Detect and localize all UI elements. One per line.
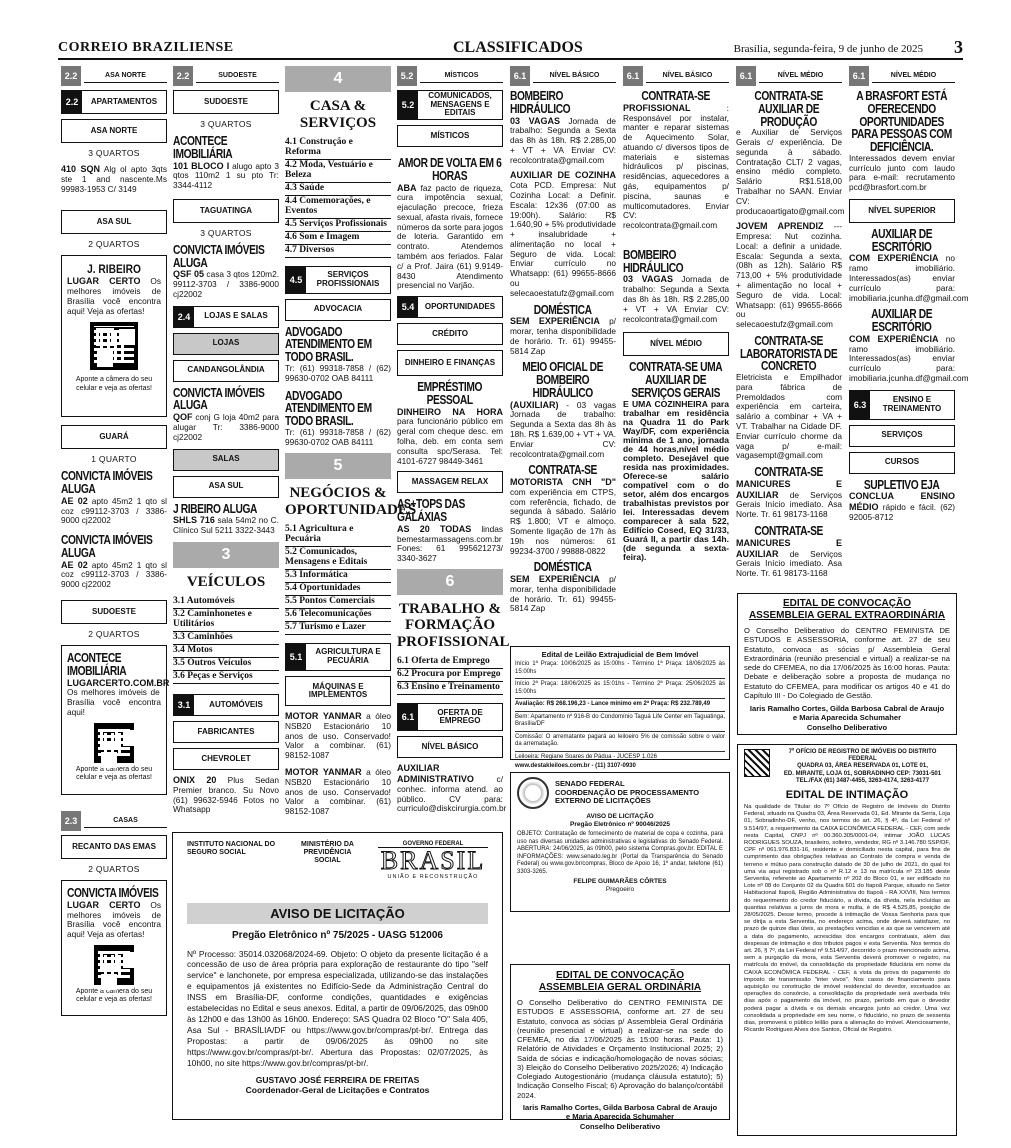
classified-ad: Eletricista e Empilhador para fábrica de Premoldados com experiência em carteira, salário a combinar + VA + VT. Trabalhar na Cidade DF. Enviar currículo chorme da vaga p/ e-mail: vagasempt@gmail.com xyxy=(736,372,842,461)
ad-title: SUPLETIVO EJA xyxy=(864,477,940,492)
column-7 xyxy=(736,66,845,591)
ad-title: AUXILIAR DE ESCRITÓRIO xyxy=(871,226,933,254)
ad-title: A BRASFORT ESTÁ OFERECENDO OPORTUNIDADES PARA PESSOAS COM DEFICIÊNCIA. xyxy=(851,89,953,154)
qr-code-icon[interactable] xyxy=(94,723,134,763)
classified-ad: e Auxiliar de Serviços Gerais c/ experiência. De segunda à sábado. Contratação CLT/ 2 vagas, ensino médio completo. Salário R$1.518,00 Trabalhar no SAAN. Enviar CV: producaoartigato@gmail.com xyxy=(736,127,845,216)
subcategory-asa-sul[interactable]: ASA SUL xyxy=(61,210,167,234)
qr-code-icon[interactable] xyxy=(94,945,134,985)
classified-ad: (AUXILIAR) - 03 vagas Jornada de trabalho: Segunda a Sexta das 8h às 18h. R$ 1.639,00 + VT + VA. Enviar CV: recolcontrata@gmail.com xyxy=(510,399,616,459)
ad-title: CONVICTA IMÓVEIS ALUGA xyxy=(173,242,265,270)
ad-title: CONTRATA-SE xyxy=(641,89,711,103)
edital-convocacao-ordinaria: EDITAL DE CONVOCAÇÃO ASSEMBLEIA GERAL ORDINÁRIA O Conselho Deliberativo do CENTRO FEMINISTA DE ESTUDOS E ASSESSORIA, conforme art. 27 de seu Estatuto, convoca as sócias p/ Assembleia Geral Ordinária (reunião presencial e virtual) a realizar-se na sede do CFEMEA, no dia 17/06/2025 às 15:00 horas. Pauta: 1) Relatório de Atividades e Orçamento Institucional 2025; 2) Saída de sócias e indicação/homologação de novas sócias; 3) Eleição do Conselho Deliberativo 2025/2026; 4) Indicação Colegiado Autogestionário (mudança cláusula estatuto); 5) Indicação Conselho Fiscal; 6) Aprovação do balanço/contábil 2024. Iaris Ramalho Cortes, Gilda Barbosa Cabral de Araujo e Maria Aparecida Schumaher Conselho Deliberativo xyxy=(510,964,730,1120)
ad-title: AMOR DE VOLTA EM 6 HORAS xyxy=(398,156,502,183)
column-1 xyxy=(61,66,170,1136)
subcategory-salas[interactable]: SALAS xyxy=(173,449,279,471)
index-item[interactable]: 4.3 Saúde xyxy=(285,183,391,196)
ad-title: CONVICTA IMÓVEIS ALUGA xyxy=(173,385,265,413)
column-2 xyxy=(173,66,279,836)
classified-ad: CONCLUA ENSINO MÉDIO rápido e fácil. (62) 92005-8712 xyxy=(849,491,955,522)
classified-ad: PROFISSIONAL : Responsável por instalar, manter e reparar sistemas de Aquecimento Solar, atuando c/ diversos tipos de materiais e sistemas hidráulicos p/ piscinas, residências, aquecedores a gás, equipamentos p/ piscina, saunas e multicomutadores. Enviar CV: recolcontrata@gmail.com xyxy=(623,102,729,231)
subcategory-sudoeste[interactable]: SUDOESTE xyxy=(173,90,279,114)
rooms-label: 1 QUARTO xyxy=(91,454,137,465)
subcategory-massagem[interactable]: MASSAGEM RELAX xyxy=(397,471,503,493)
ad-title: CONTRATA-SE UMA AUXILIAR DE SERVIÇOS GERAIS xyxy=(629,360,723,400)
section-heading-negocios: NEGÓCIOS & OPORTUNIDADES xyxy=(285,485,417,518)
page-date: Brasília, segunda-feira, 9 de junho de 2025 xyxy=(733,43,923,55)
category-lojas-salas[interactable]: 2.4 LOJAS E SALAS xyxy=(173,306,279,328)
category-automoveis[interactable]: 3.1 AUTOMÓVEIS xyxy=(173,694,279,716)
index-item[interactable]: 6.3 Ensino e Treinamento xyxy=(397,682,503,695)
column-8 xyxy=(849,66,969,591)
classified-ad: AE 02 apto 45m2 1 qto sl coz c99112-3703 / 3386-9000 cj22002 xyxy=(61,495,167,526)
subcategory-chevrolet[interactable]: CHEVROLET xyxy=(173,748,279,770)
index-item[interactable]: 6.2 Procura por Emprego xyxy=(397,669,503,682)
ad-title: EMPRÉSTIMO PESSOAL xyxy=(417,380,483,407)
ad-title: CONTRATA-SE xyxy=(754,465,824,480)
index-item[interactable]: 4.4 Comemorações, e Eventos xyxy=(285,196,391,219)
qr-code-icon[interactable] xyxy=(90,322,138,370)
rooms-label: 2 QUARTOS xyxy=(88,239,140,250)
rooms-label: 2 QUARTOS xyxy=(88,864,140,875)
subcategory-dinheiro[interactable]: DINHEIRO E FINANÇAS xyxy=(397,350,503,376)
subcategory-maquinas[interactable]: MÁQUINAS E IMPLEMENTOS xyxy=(285,676,391,706)
edital-intimacao: 7º OFÍCIO DE REGISTRO DE IMÓVEIS DO DISTRITO FEDERAL QUADRA 03, ÁREA RESERVADA 01, LOTE 01, ED. MIRANTE, LOJA 01, SOBRADINHO CEP: 73031-501 TEL./FAX (61) 3487-4455, 3263-4174, 3263-4177 EDITAL DE INTIMAÇÃO Na qualidade de Titular do 7º Ofício de Registro de Imóveis do Distrito Federal, situado na Quadra 03, Área Reservada 01, Ed. Mirante da Serra, Loja 01, Sobradinho-DF, venho, nos termos do art. 26, § 4º, da Lei Federal nº 9.514/97, a requerimento da CAIXA ECONÔMICA FEDERAL - CEF, com sede nesta Capital, CNPJ nº 00.360.305/0001-04, intimar JOÃO LUCAS RODRIGUES SOUZA, brasileiro, solteiro, vendedor, RG nº 3.146.780 SSP/DF, CPF nº 061.976.831-16, residente e domiciliado nesta capital, para fins de cumprimento das obrigações relativas ao Contrato de compra e venda de terreno e mútuo para construção datado de 30 de julho de 2021, do qual foi uma via aqui registrado sob o nº R.12 e 13 na matrícula nº 23.185 deste Serventia, referente ao Apartamento nº 202 do Bloco 01, e ser edificado no Lote nº 08 do Conjunto 02 da Quadra 601 do Itapoã Parque, situado no Setor Habitacional Itapoã, Região Administrativa do Itapoã - RA XXVIII, Nos termos do requerimento do credor fiduciário, a dívida, da dívida, nela incluídas as quantias relativas a juros de mora e multa, é de R$ 4.525,85, posição de 28/05/2025. Desse termo, procede à intimação de Vossa Senhoria para que se dirija a esta Serventia, no endereço acima, onde deverá satisfazer, no prazo de quinze dias úteis, as prestações vencidas e as que se vencerem até a data do pagamento, acrescidas dos encargos contratuais, além das despesas de intimação e dos tributos pagos e esta Serventia. Nos termos do art. 26, § 7º, da Lei Federal nº 9.514/97, decorrido o prazo mencionado acima, sem a purgação da mora, esta Serventia deverá promover o registro, na matrícula do imóvel, da consolidação da propriedade fiduciária em nome da CAIXA ECONÔMICA FEDERAL - CEF, à vista da prova do pagamento do imposto de transmissão "inter vivos". Nos casos de financiamento para aquisição ou construção de imóvel residencial do devedor, excetuados as operações do consórcio, a consolidação da propriedade será averbada três dias após o pagamento da imóvel, no prazo, período em que o devedor poderá pagar a dívida e os demais encargos junto ao credor. Uma vez consolidada a propriedade em seu nome, o fiduciário, no prazo de sessenta dias, promoverá o público leilão para a alienação do imóvel. Atenciosamente, Ricardo Rodrigues Alves dos Santos, Oficial de Registro. xyxy=(737,744,957,1136)
rooms-label: 2 QUARTOS xyxy=(88,629,140,640)
column-5 xyxy=(510,66,616,646)
classified-ad: MOTOR YANMAR a óleo NSB20 Estacionário 10 anos de uso. Conservado! Valor a combinar. (61) 98152-1087 xyxy=(285,711,391,761)
subcategory-guara[interactable]: GUARÁ xyxy=(61,425,167,449)
subcategory-fabricantes[interactable]: FABRICANTES xyxy=(173,721,279,743)
section-heading-trabalho: TRABALHO & FORMAÇÃO PROFISSIONAL xyxy=(397,600,510,650)
aviso-licitacao-inss: INSTITUTO NACIONAL DO SEGURO SOCIAL MINISTÉRIO DA PREVIDÊNCIA SOCIAL GOVERNO FEDERAL BRASIL UNIÃO E RECONSTRUÇÃO AVISO DE LICITAÇÃO Pregão Eletrônico nº 75/2025 - UASG 512006 Nº Processo: 35014.032068/2024-69. Objeto: O objeto da presente licitação é a concessão de uso de área própria para exploração de restaurante do tipo "self service" e lanchonete, por empresa especializada, utilizando-se das instalações e equipamentos já existentes no Edifício-Sede da Administração Central do INSS em Brasília-DF, conforme condições, quantidades e exigências estabelecidas no Edital e seus anexos. Edital, a partir de 09/06/2025, das 09h00 às 12h00 e das 13h00 às 16h00. Endereço: SAS Quadra 02 Bloco "O" Sala 405, Asa Sul - BRASÍLIA/DF ou https://www.gov.br/compras/pt-br/. Entrega das Propostas: a partir de 09/06/2025 às 09h00 no site https://www.gov.br/compras/pt-br/. Abertura das Propostas: 02/07/2025, às 10h00, no site https://www.gov.br/compras/pt-br/. GUSTAVO JOSÉ FERREIRA DE FREITAS Coordenador-Geral de Licitações e Contratos xyxy=(172,832,503,1120)
ad-title: CONVICTA IMÓVEIS ALUGA xyxy=(61,533,153,560)
ad-box-acontece: ACONTECE IMOBILIÁRIA LUGARCERTO.COM.BR Os melhores imóveis de Brasília você encontra aqui! Aponte a câmera do seu celular e veja as ofertas! xyxy=(61,645,167,795)
index-item[interactable]: 3.4 Motos xyxy=(173,645,279,658)
classified-ad: SEM EXPERIÊNCIA p/ morar, tenha disponibilidade de horário. Tr. 61) 99455-5814 Zap xyxy=(510,574,616,614)
classified-ad: MANICURES E AUXILIAR de Serviços Gerais Início imediato. Asa Norte. Tr. 61 98173-1168 xyxy=(736,537,842,579)
classified-ad: E UMA COZINHEIRA para trabalhar em residência na Quadra 11 do Park Way/DF, com experiência mínima de 1 ano, jornada de 44 horas,nível médio completo. Desejável que resida nas proximidades. Oferece-se salário compatível com o do setor, além dos encargos trabalhistas previstos por lei. Interessadas devem comparecer à sala 522, Edifício Cosed, EQ 31/33, Guará II, a partir das 14h. (de segunda a sexta-feira). xyxy=(623,398,729,562)
category-apartamentos[interactable]: 2.2 APARTAMENTOS xyxy=(61,90,167,114)
subcategory-asa-norte[interactable]: ASA NORTE xyxy=(61,119,167,143)
subcategory-credito[interactable]: CRÉDITO xyxy=(397,323,503,345)
index-item[interactable]: 3.6 Peças e Serviços xyxy=(173,671,279,684)
index-item[interactable]: 5.2 Comunicados, Mensagens e Editais xyxy=(285,547,391,570)
classified-ad: 410 SQN Alg ol apto 3qts ste 1 and nascente.Ms 99983-1953 C/ 3149 xyxy=(61,164,167,194)
classified-ad: JOVEM APRENDIZ --- Empresa: Nut cozinha. Local: a definir a unidade. Escala: Segunda a sexta, (08h as 12h). Salário R$ 713,00 + 5% produtividade + alimentação no local + Seguro de vida. Local: Whatsapp: (61) 99655-8666 ou selecaoestufz@gmail.com xyxy=(736,221,842,330)
classified-ad: AE 02 apto 45m2 1 qto sl coz c99112-3703 / 3386-9000 cj22002 xyxy=(61,559,167,590)
ad-title: BOMBEIRO HIDRÁULICO xyxy=(623,247,684,275)
classified-ad: QOF conj G loja 40m2 para alugar Tr: 3386-9000 cj22002 xyxy=(173,412,279,442)
page-number: 3 xyxy=(954,37,963,57)
classified-ad: COM EXPERIÊNCIA no ramo imobiliário. Interessados(as) enviar currículo para: imobiliaria.jcunha.df@gmail.com xyxy=(849,253,969,303)
index-item[interactable]: 6.1 Oferta de Emprego xyxy=(397,656,503,669)
index-item[interactable]: 5.4 Oportunidades xyxy=(285,583,391,596)
ad-title: ADVOGADO ATENDIMENTO EM TODO BRASIL. xyxy=(285,388,372,428)
inss-title: AVISO DE LICITAÇÃO xyxy=(187,903,488,924)
subcategory-servicos[interactable]: SERVIÇOS xyxy=(849,425,955,447)
index-item[interactable]: 4.6 Som e Imagem xyxy=(285,232,391,245)
ad-title: J RIBEIRO ALUGA xyxy=(173,501,258,516)
index-item[interactable]: 5.7 Turismo e Lazer xyxy=(285,622,391,635)
classified-ad: AUXILIAR DE COZINHA Cota PCD. Empresa: Nut Cozinha Local: a Definir. Escala: 12x36 (07:00 as 19:00h). Salário: R$ 1.640,90 + 5% produtividade + insalubridade + alimentação no local + Seguro de vida. Local: Enviar currículo no Whatsapp: (61) 99655-8666 ou selecaoestatufz@gmail.com xyxy=(510,170,616,298)
index-item[interactable]: 5.5 Pontos Comerciais xyxy=(285,596,391,609)
senado-seal-icon xyxy=(517,777,549,809)
category-oportunidades[interactable]: 5.4 OPORTUNIDADES xyxy=(397,296,503,318)
classified-ad: SEM EXPERIÊNCIA p/ morar, tenha disponibilidade de horário. Tr. 61) 99455-5814 Zap xyxy=(510,316,616,356)
classified-ad: AS 20 TODAS lindas bemestarmassagens.com.br Fones: 61 995621273/ 3340-3627 xyxy=(397,523,503,564)
ad-title: CONTRATA-SE AUXILIAR DE PRODUÇÃO xyxy=(754,89,824,129)
ad-title: AUXILIAR DE ESCRITÓRIO xyxy=(871,307,933,335)
ad-title: BOMBEIRO HIDRÁULICO xyxy=(510,89,571,116)
intimacao-title: EDITAL DE INTIMAÇÃO xyxy=(785,788,909,801)
section-marker: 2.2 SUDOESTE xyxy=(173,66,279,86)
index-item[interactable]: 3.5 Outros Veículos xyxy=(173,658,279,671)
section-number-banner: 5 xyxy=(285,453,391,479)
section-marker: 6.1 NÍVEL MÉDIO xyxy=(849,66,955,86)
section-heading-casa: CASA & SERVIÇOS xyxy=(299,98,377,131)
category-comunicados[interactable]: 5.2 COMUNICADOS, MENSAGENS E EDITAIS xyxy=(397,90,503,120)
classified-ad: MOTORISTA CNH "D" com experiência em CTPS, com referência, fichado, de segunda à sábado. Salário R$ 1.800; VT e almoço. Somente ligação de 17h às 19h nos números: 61 99234-3700 / 99888-0822 xyxy=(510,477,616,556)
classified-ad: MANICURES E AUXILIAR de Serviços Gerais Início imediato. Asa Norte. Tr. 61 98173-1168 xyxy=(736,478,842,520)
subcategory-recanto[interactable]: RECANTO DAS EMAS xyxy=(61,835,167,859)
category-agricultura[interactable]: 5.1 AGRICULTURA E PECUÁRIA xyxy=(285,643,391,671)
index-item[interactable]: 3.2 Caminhonetes e Utilitários xyxy=(173,609,279,632)
subcategory-candangolandia[interactable]: CANDANGOLÂNDIA xyxy=(173,360,279,382)
ad-title: CONTRATA-SE xyxy=(754,524,824,539)
index-item[interactable]: 4.2 Moda, Vestuário e Beleza xyxy=(285,160,391,183)
ad-title: CONVICTA IMÓVEIS ALUGA xyxy=(61,469,153,497)
column-6 xyxy=(623,66,729,646)
classified-ad: 03 VAGAS Jornada de trabalho: Segunda a Sexta das 8h às 18h. R$ 2.285,00 + VT + VA Enviar CV: recolcontrata@gmail.com xyxy=(623,274,729,324)
section-index xyxy=(397,656,503,695)
ad-title: AS+TOPS DAS GALÁXIAS xyxy=(397,497,465,525)
index-item[interactable]: 3.1 Automóveis xyxy=(173,596,279,609)
classified-ad: MOTOR YANMAR a óleo NSB20 Estacionário 10 anos de uso. Conservado! Valor a combinar. (61) 98152-1087 xyxy=(285,766,391,817)
subcategory-cursos[interactable]: CURSOS xyxy=(849,452,955,474)
classified-ad: Tr: (61) 99318-7858 / (62) 99630-0702 OAB 84111 xyxy=(285,426,391,447)
classified-ad: ABA faz pacto de riqueza, cura impotência sexual, ejaculação precoce, frieza sexual, afasta rivais, fornece números da sorte para jogos de loteria. Garantido em contrato. Atendemos também aos feriados. Falar c/ a Prof. Jaira (61) 9.9149-8430 Atendimento presencial no Varjão. xyxy=(397,182,503,291)
ad-title: CONTRATA-SE xyxy=(528,463,598,478)
section-heading-veiculos: VEÍCULOS xyxy=(186,573,266,590)
ad-box-jribeiro: J. RIBEIRO LUGAR CERTO Os melhores imóveis de Brasília você encontra aqui! Veja as ofertas! Aponte a câmera do seu celular e veja as ofertas! xyxy=(61,255,167,417)
aviso-senado: SENADO FEDERAL COORDENAÇÃO DE PROCESSAMENTO EXTERNO DE LICITAÇÕES AVISO DE LICITAÇÃO Pregão Eletrônico nº 90046/2025 OBJETO: Contratação de fornecimento de material de copa e cozinha, para uso nas diversas unidades administrativas e legislativas do Senado Federal. ABERTURA: 24/06/2025, às 09h00, pelo sistema Compras.gov.br. EDITAL E INFORMAÇÕES: www.senado.leg.br (Portal da Transparência do Senado Federal) ou www.gov.br/compras, Bloco de Apoio 16, 1º andar, telefone (61) 3303-3265. FELIPE GUIMARÃES CÔRTES Pregoeiro xyxy=(510,772,730,912)
section-marker: 2.2 ASA NORTE xyxy=(61,66,167,86)
section-marker: 2.3 CASAS xyxy=(61,811,167,831)
section-title: CLASSIFICADOS xyxy=(453,39,583,56)
classified-ad: QSF 05 casa 3 qtos 120m2. 99112-3703 / 3386-9000 cj22002 xyxy=(173,269,280,299)
ad-title: ACONTECE IMOBILIÁRIA xyxy=(173,134,233,161)
column-3 xyxy=(285,66,417,836)
section-marker: 6.1 NÍVEL MÉDIO xyxy=(736,66,842,86)
section-index xyxy=(285,524,391,635)
newspaper-name: CORREIO BRAZILIENSE xyxy=(58,40,234,55)
classified-ad: DINHEIRO NA HORA para funcionário público em geral com cheque desc. em folha, deb. em conta sem consulta spc/Serasa. Tel: 4101-6727 98449-3461 xyxy=(397,406,503,466)
section-index xyxy=(285,137,391,258)
index-item[interactable]: 5.3 Informática xyxy=(285,570,391,583)
subcategory-misticos[interactable]: MÍSTICOS xyxy=(397,125,503,147)
classified-ad: AUXILIAR ADMINISTRATIVO c/ conhec. informa atend. ao público. CV para: curriculo@diskcirurgia.com.br xyxy=(397,763,507,814)
section-marker: 6.1 NÍVEL BÁSICO xyxy=(623,66,729,86)
subcategory-asa-sul[interactable]: ASA SUL xyxy=(173,476,279,498)
classified-ad: Interessados devem enviar currículo junto com laudo para e-mail: recrutamento pcd@brasfort.com.br xyxy=(849,152,955,193)
section-number-banner: 3 xyxy=(173,542,279,568)
section-number-banner: 6 xyxy=(397,569,503,595)
category-servicos[interactable]: 4.5 SERVIÇOS PROFISSIONAIS xyxy=(285,266,391,294)
edital-convocacao-extraordinaria: EDITAL DE CONVOCAÇÃO ASSEMBLEIA GERAL EXTRAORDINÁRIA O Conselho Deliberativo do CENTRO FEMINISTA DE ESTUDOS E ASSESSORIA, conforme art. 27 de seu Estatuto, convoca as sócias p/ Assembleia Geral Extraordinária (reunião presencial e virtual) a realizar-se na sede do CFEMEA, no dia 17/06/2025 às 16:00 horas. Pauta: Debate e deliberação sobre a proposta de mudança no Estatuto do CFEMEA, para modificar os artigos 40 e 41 do Capítulo III - Do Colegiado de Gestão. Iaris Ramalho Cortes, Gilda Barbosa Cabral de Araujo e Maria Aparecida Schumaher Conselho Deliberativo xyxy=(737,593,957,735)
classified-ad: COM EXPERIÊNCIA no ramo imobiliário. Interessados(as) enviar currículo para: imobiliaria.jcunha.df@gmail.com xyxy=(849,333,969,383)
ad-title: DOMÉSTICA xyxy=(534,302,592,317)
classified-ad: SHLS 716 sala 54m2 no C. Clínico Sul 5211 3322-3443 xyxy=(173,515,279,536)
section-index xyxy=(173,596,279,684)
section-marker: 5.2 MÍSTICOS xyxy=(397,66,503,86)
classified-ad: Tr: (61) 99318-7858 / (62) 99630-0702 OAB 84111 xyxy=(285,362,391,383)
category-oferta-emprego[interactable]: 6.1 OFERTA DE EMPREGO xyxy=(397,703,503,731)
rooms-label: 3 QUARTOS xyxy=(200,227,252,238)
ad-title: ADVOGADO ATENDIMENTO EM TODO BRASIL. xyxy=(285,324,372,365)
subcategory-nivel-superior[interactable]: NÍVEL SUPERIOR xyxy=(849,199,955,223)
classified-ad: ONIX 20 Plus Sedan Premier branco. Su Novo (61) 99632-5946 Fotos no Whatsapp xyxy=(173,775,280,815)
section-marker: 6.1 NÍVEL BÁSICO xyxy=(510,66,616,86)
classified-ad: 101 BLOCO I alugo apto 3 qtos 110m2 1 su pto Tr: 3344-4112 xyxy=(173,160,279,191)
index-item[interactable]: 3.3 Caminhões xyxy=(173,632,279,645)
edital-leilao: Edital de Leilão Extrajudicial de Bem Imóvel Início 1ª Praça: 10/06/2025 às 15:00hs - Término 1ª Praça: 18/06/2025 às 15:00hs Início 2ª Praça: 18/06/2025 às 15:01hs - Término 2ª Praça: 25/06/2025 às 15:00hs Avaliação: R$ 268.196,23 - Lance mínimo em 2ª Praça: R$ 232.789,49 Bem: Apartamento nº 916-B do Condomínio Taguá Life Center em Taguatinga, Brasília/DF Comissão: O arrematante pagará ao leiloeiro 5% de comissão sobre o valor da arrematação. Leiloeira: Regiane Soares de Pádua - JUCESP 1.026 www.destakleiloes.com.br - (11) 3107-0930 xyxy=(510,646,730,760)
subcategory-taguatinga[interactable]: TAGUATINGA xyxy=(173,199,279,223)
ad-box-convicta: CONVICTA IMÓVEIS LUGAR CERTO Os melhores imóveis de Brasília você encontra aqui! Veja as ofertas! Aponte a câmera do seu celular e veja as ofertas! xyxy=(61,880,167,1016)
cartorio-seal-icon xyxy=(744,749,770,777)
ad-title: DOMÉSTICA xyxy=(534,560,592,575)
column-4 xyxy=(397,66,510,836)
index-item[interactable]: 5.6 Telecomunicações xyxy=(285,609,391,622)
category-ensino[interactable]: 6.3 ENSINO E TREINAMENTO xyxy=(849,390,955,420)
rooms-label: 3 QUARTOS xyxy=(88,148,140,158)
subcategory-sudoeste[interactable]: SUDOESTE xyxy=(61,600,167,624)
index-item[interactable]: 4.7 Diversos xyxy=(285,245,391,258)
index-item[interactable]: 4.1 Construção e Reforma xyxy=(285,137,391,160)
ad-title: MEIO OFICIAL DE BOMBEIRO HIDRÁULICO xyxy=(522,360,604,400)
subcategory-advocacia[interactable]: ADVOCACIA xyxy=(285,299,391,321)
page-header xyxy=(58,38,963,60)
index-item[interactable]: 4.5 Serviços Profissionais xyxy=(285,219,391,232)
brasil-logo: BRASIL xyxy=(380,846,486,875)
classified-ad: 03 VAGAS Jornada de trabalho: Segunda a Sexta das 8h às 18h. R$ 2.285,00 + VT + VA Enviar CV: recolcontrata@gmail.com xyxy=(510,115,616,165)
section-number-banner: 4 xyxy=(285,66,391,92)
rooms-label: 3 QUARTOS xyxy=(200,119,252,129)
subcategory-nivel-basico[interactable]: NÍVEL BÁSICO xyxy=(397,736,503,758)
subcategory-nivel-medio[interactable]: NÍVEL MÉDIO xyxy=(623,332,729,356)
index-item[interactable]: 5.1 Agricultura e Pecuária xyxy=(285,524,391,547)
subcategory-lojas[interactable]: LOJAS xyxy=(173,333,279,355)
ad-title: CONTRATA-SE LABORATORISTA DE CONCRETO xyxy=(740,333,838,374)
